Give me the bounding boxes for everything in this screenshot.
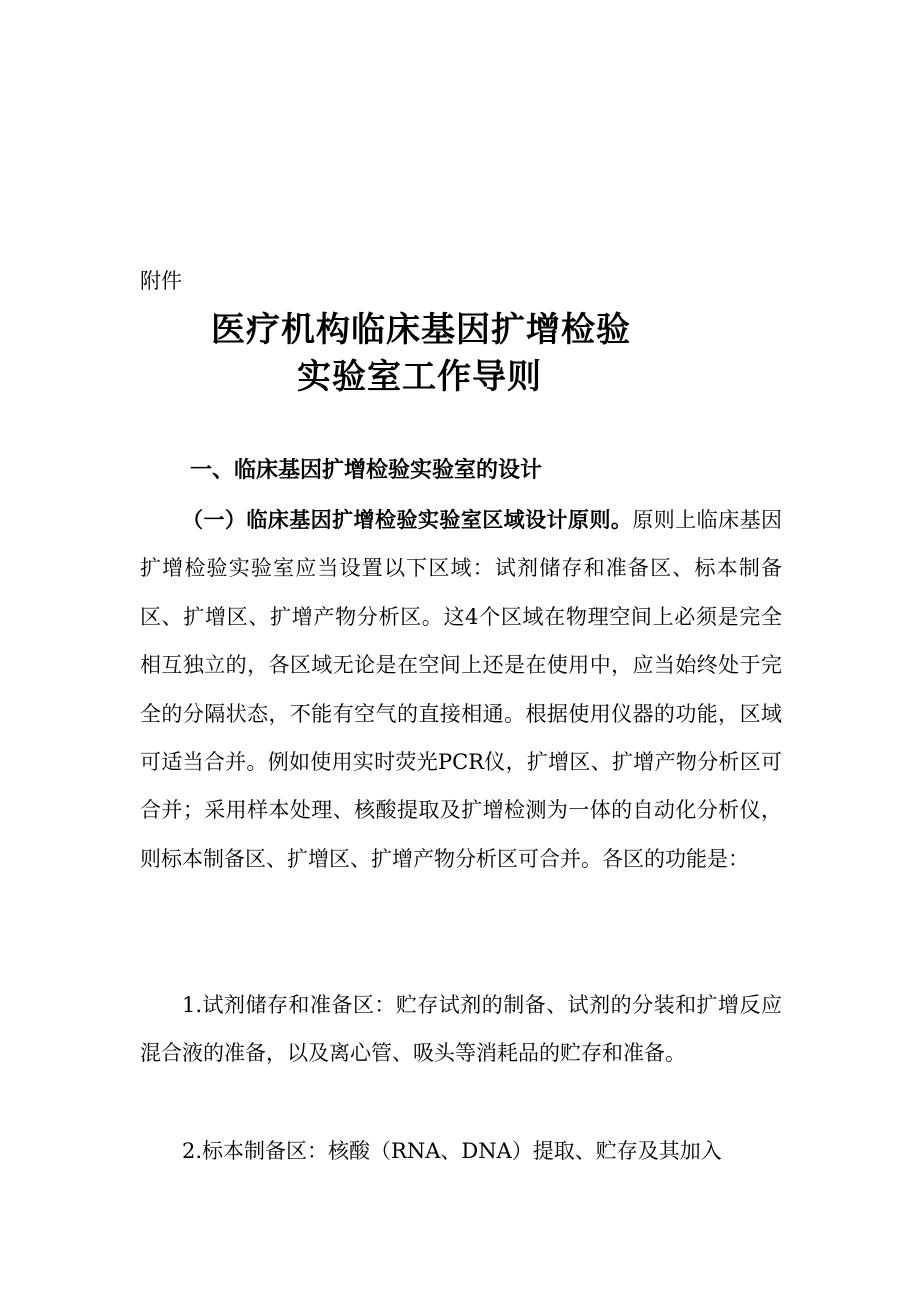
list-item-text: 1.试剂储存和准备区：贮存试剂的制备、试剂的分装和扩增反应混合液的准备，以及离心管、吸头等消耗品的贮存和准备。 <box>140 993 782 1066</box>
paragraph <box>140 496 782 883</box>
document-title-line-1: 医疗机构临床基因扩增检验 <box>211 310 631 350</box>
list-item <box>140 1127 782 1175</box>
document-title-line-2: 实验室工作导则 <box>297 357 542 397</box>
paragraph-region-design <box>140 496 782 883</box>
paragraph-text: 原则上临床基因扩增检验实验室应当设置以下区域：试剂储存和准备区、标本制备区、扩增区、扩增产物分析区。这4个区域在物理空间上必须是完全相互独立的，各区域无论是在空间上还是在使用中，应当始终处于完全的分隔状态，不能有空气的直接相通。根据使用仪器的功能，区域可适当合并。例如使用实时荧光PCR仪，扩增区、扩增产物分析区可合并；采用样本处理、核酸提取及扩增检测为一体的自动化分析仪，则标本制备区、扩增区、扩增产物分析区可合并。各区的功能是： <box>140 508 783 871</box>
subsection-heading: （一）临床基因扩增检验实验室区域设计原则。 <box>182 508 633 532</box>
attachment-label: 附件 <box>140 269 182 293</box>
list-item-text: 2.标本制备区：核酸（RNA、DNA）提取、贮存及其加入 <box>182 1139 722 1163</box>
section-heading: 一、临床基因扩增检验实验室的设计 <box>190 458 543 483</box>
list-item <box>140 981 782 1078</box>
